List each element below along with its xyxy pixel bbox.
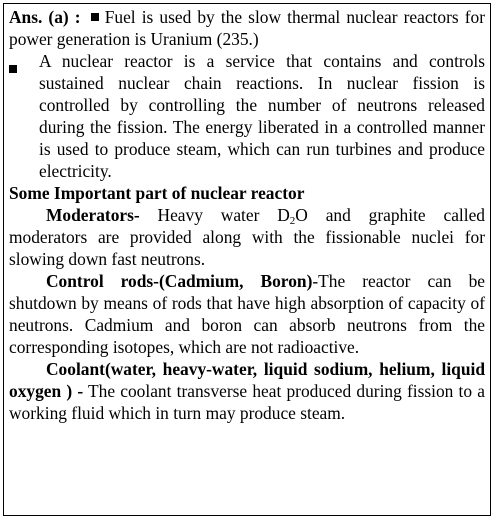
bullet-icon [9, 65, 17, 73]
answer-box [3, 3, 491, 516]
bullet-column [9, 50, 39, 78]
moderators-subscript: 2 [289, 215, 296, 227]
moderators-text-before: Heavy water D [157, 205, 290, 225]
coolant-paragraph [9, 358, 485, 424]
point-1-text: Fuel is used by the slow thermal nuclear reactors for power generation is Uranium (235.) [9, 7, 485, 49]
coolant-text: The coolant transverse heat produced during fission to a working fluid which in turn may produce steam. [9, 381, 485, 423]
answer-line [9, 6, 485, 50]
moderators-term: Moderators- [46, 205, 140, 225]
control-rods-term: Control rods-(Cadmium, Boron) [46, 271, 313, 291]
point-2-text: A nuclear reactor is a service that contains and controls sustained nuclear chain reactions. In nuclear fission is controlled by controlling the number of neutrons released during the fission. The energy liberated in a controlled manner is used to produce steam, which can run turbines and produce electricity. [39, 51, 485, 181]
point-2 [9, 50, 485, 182]
answer-label: Ans. (a) : [9, 7, 81, 27]
moderators-text-after: O and graphite called moderators are provided along with the fissionable nuclei for slowing down fast neutrons. [9, 205, 485, 269]
control-rods-paragraph [9, 270, 485, 358]
bullet-icon [91, 13, 99, 21]
coolant-term: Coolant(water, heavy-water, liquid sodium, helium, liquid oxygen ) - [9, 359, 485, 401]
control-rods-text: -The reactor can be shutdown by means of rods that have high absorption of capacity of neutrons. Cadmium and boron can absorb neutrons from the corresponding isotopes, which are not radioactive. [9, 271, 485, 357]
section-heading: Some Important part of nuclear reactor [9, 183, 305, 203]
moderators-paragraph [9, 204, 485, 270]
